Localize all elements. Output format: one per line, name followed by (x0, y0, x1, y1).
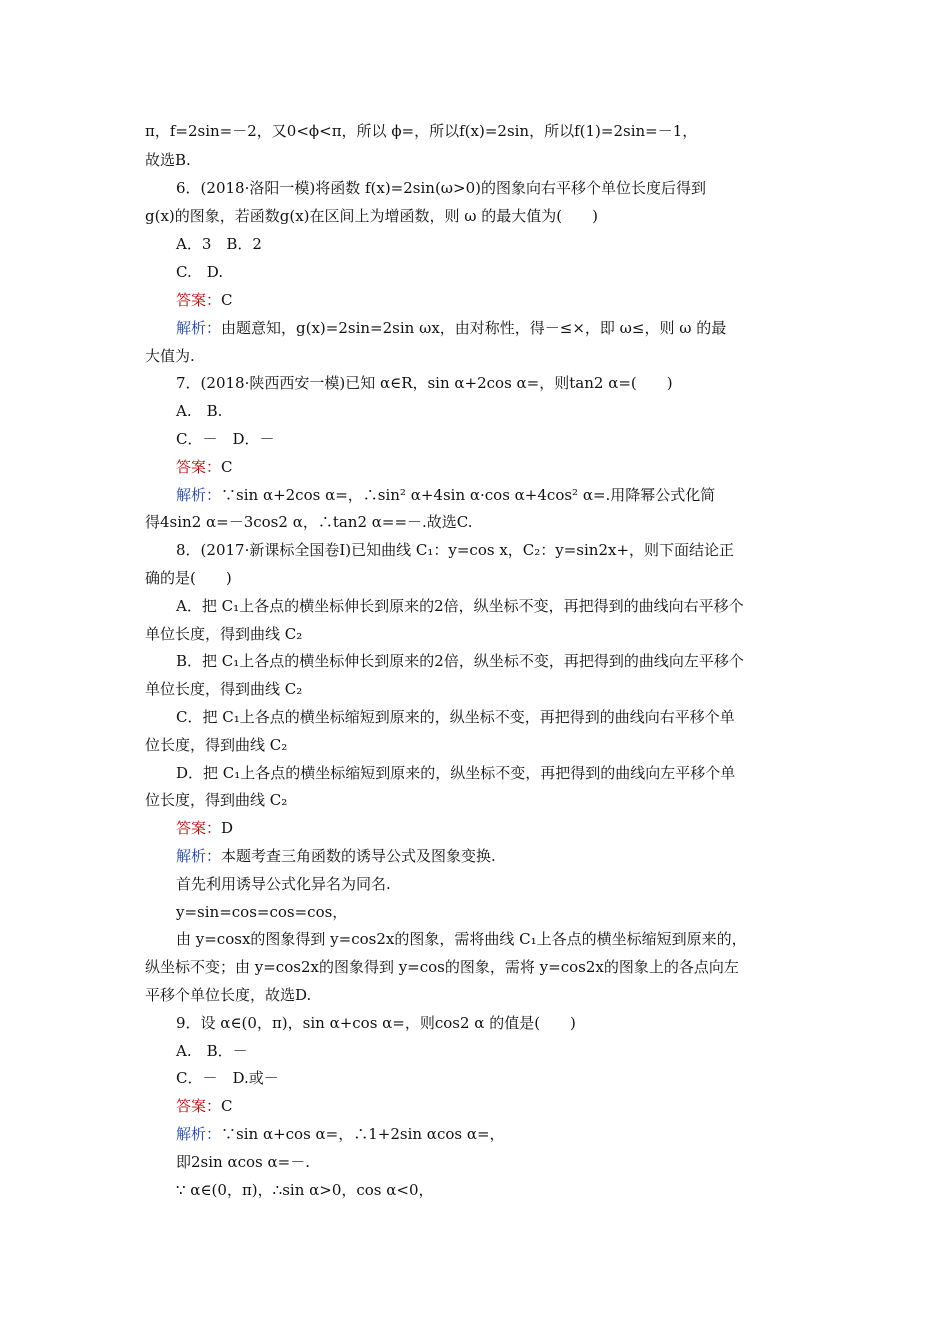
analysis-label: 解析： (176, 847, 222, 865)
q6-options-1: A．3 B．2 (176, 235, 262, 253)
answer-label: 答案： (176, 291, 222, 309)
analysis-label: 解析： (176, 486, 222, 504)
q7-analysis-2: 得4sin2 α=－3cos2 α，∴tan2 α==－.故选C. (145, 513, 473, 531)
q6-options-2: C. D. (176, 263, 223, 281)
q6-analysis-1 (176, 318, 726, 338)
q6-stem-line-2: g(x)的图象，若函数g(x)在区间上为增函数，则 ω 的最大值为( ) (145, 207, 599, 225)
q7-options-1: A. B. (176, 402, 223, 420)
answer-value: D (221, 819, 234, 837)
q9-options-2: C．－ D.或－ (176, 1069, 279, 1087)
q9-analysis-2: 即2sin αcos α=－. (176, 1153, 310, 1171)
q6-answer (176, 290, 233, 310)
answer-value: C (221, 458, 233, 476)
q8-analysis-3: y=sin=cos=cos=cos， (176, 903, 348, 921)
q7-answer (176, 457, 233, 477)
q8-option-a-2: 单位长度，得到曲线 C₂ (145, 625, 303, 643)
analysis-text: 由题意知，g(x)=2sin=2sin ωx，由对称性，得－≤×，即 ω≤，则 ω 的最 (221, 319, 727, 337)
answer-value: C (221, 291, 233, 309)
q8-option-d-1: D．把 C₁上各点的横坐标缩短到原来的，纵坐标不变，再把得到的曲线向左平移个单 (176, 764, 736, 782)
q8-stem-line-1: 8．(2017·新课标全国卷Ⅰ)已知曲线 C₁：y=cos x，C₂：y=sin2x+，则下面结论正 (176, 541, 735, 559)
answer-value: C (221, 1097, 233, 1115)
q9-options-1: A. B．－ (176, 1042, 248, 1060)
analysis-label: 解析： (176, 319, 222, 337)
analysis-text: ∵sin α+2cos α=，∴sin² α+4sin α·cos α+4cos² α=.用降幂公式化简 (221, 486, 716, 504)
q6-analysis-2: 大值为. (145, 347, 195, 365)
analysis-text: ∵sin α+cos α=，∴1+2sin αcos α=， (221, 1125, 505, 1143)
q9-analysis-1 (176, 1124, 505, 1144)
answer-label: 答案： (176, 1097, 222, 1115)
q8-analysis-5: 纵坐标不变；由 y=cos2x的图象得到 y=cos的图象，需将 y=cos2x的图象上的各点向左 (145, 958, 739, 976)
q8-analysis-2: 首先利用诱导公式化异名为同名. (176, 875, 391, 893)
q8-option-b-1: B．把 C₁上各点的横坐标伸长到原来的2倍，纵坐标不变，再把得到的曲线向左平移个 (176, 652, 744, 670)
q6-stem-line-1: 6．(2018·洛阳一模)将函数 f(x)=2sin(ω>0)的图象向右平移个单位长度后得到 (176, 179, 706, 197)
q7-stem-line-1: 7．(2018·陕西西安一模)已知 α∈R，sin α+2cos α=，则tan2 α=( ) (176, 374, 673, 392)
analysis-text: 本题考查三角函数的诱导公式及图象变换. (221, 847, 496, 865)
q8-option-b-2: 单位长度，得到曲线 C₂ (145, 680, 303, 698)
q7-options-2: C．－ D．－ (176, 430, 275, 448)
q8-option-a-1: A．把 C₁上各点的横坐标伸长到原来的2倍，纵坐标不变，再把得到的曲线向右平移个 (176, 597, 744, 615)
q8-option-c-1: C．把 C₁上各点的横坐标缩短到原来的，纵坐标不变，再把得到的曲线向右平移个单 (176, 708, 735, 726)
q9-stem-line-1: 9．设 α∈(0，π)，sin α+cos α=，则cos2 α 的值是( ) (176, 1014, 576, 1032)
q8-option-d-2: 位长度，得到曲线 C₂ (145, 791, 288, 809)
prev-solution-line-2: 故选B. (145, 151, 191, 169)
q8-analysis-1 (176, 846, 496, 866)
q8-analysis-4: 由 y=cosx的图象得到 y=cos2x的图象，需将曲线 C₁上各点的横坐标缩短到原来的， (176, 930, 747, 948)
q9-analysis-3: ∵ α∈(0，π)，∴sin α>0，cos α<0， (176, 1181, 434, 1199)
q9-answer (176, 1096, 233, 1116)
answer-label: 答案： (176, 819, 222, 837)
q8-analysis-6: 平移个单位长度，故选D. (145, 986, 312, 1004)
prev-solution-line-1: π，f=2sin=－2，又0<ϕ<π，所以 ϕ=，所以f(x)=2sin，所以f(1)=2sin=－1， (145, 122, 698, 140)
answer-label: 答案： (176, 458, 222, 476)
analysis-label: 解析： (176, 1125, 222, 1143)
q7-analysis-1 (176, 485, 715, 505)
q8-option-c-2: 位长度，得到曲线 C₂ (145, 736, 288, 754)
q8-answer (176, 818, 233, 838)
q8-stem-line-2: 确的是( ) (145, 569, 232, 587)
